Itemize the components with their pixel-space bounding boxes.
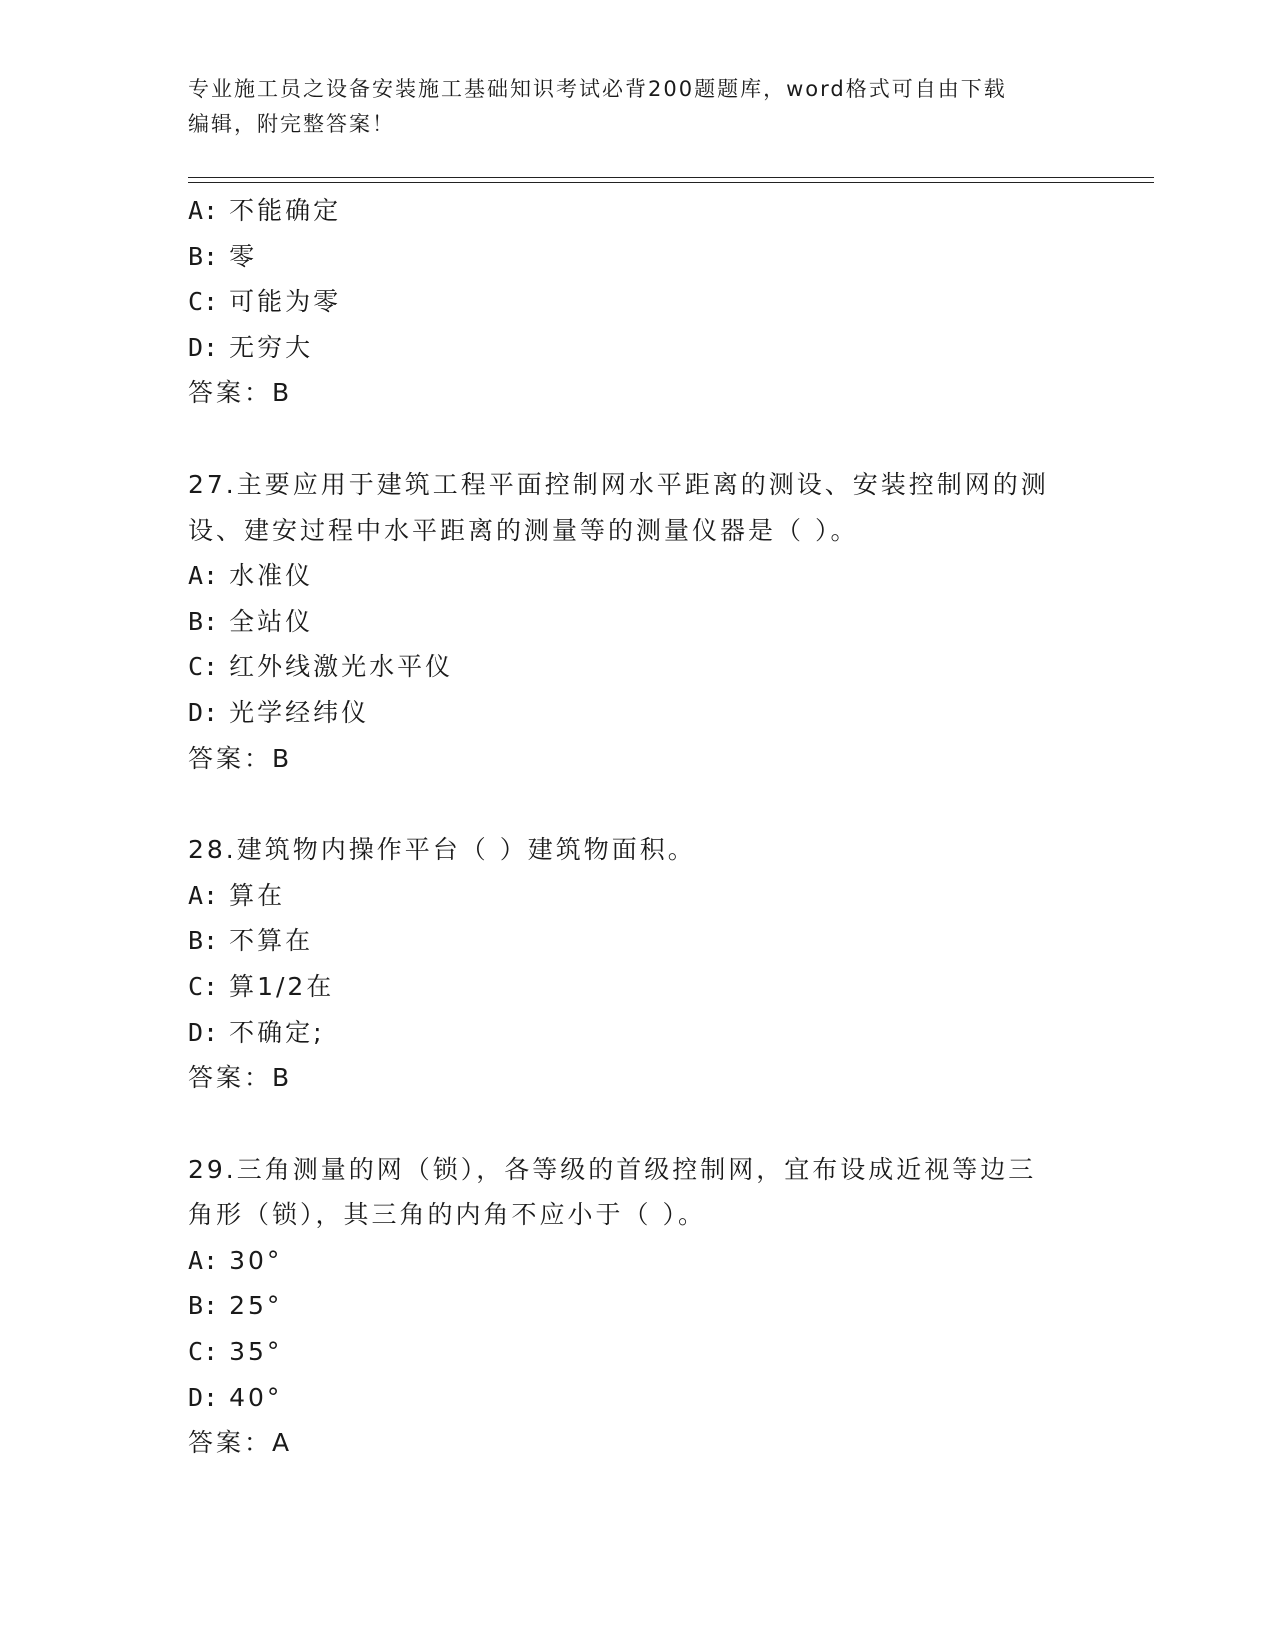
- answer-line: 答案：A: [188, 1428, 293, 1458]
- option-c: C: 35°: [188, 1337, 283, 1367]
- question-text-line-1: 29.三角测量的网（锁），各等级的首级控制网，宜布设成近视等边三: [188, 1154, 1037, 1184]
- option-a: A: 30°: [188, 1245, 283, 1275]
- answer-line: 答案：B: [188, 1063, 293, 1093]
- option-a: A: 水准仪: [188, 561, 314, 591]
- option-d: D: 光学经纬仪: [188, 697, 370, 727]
- option-d: D: 40°: [188, 1382, 283, 1412]
- option-b: B: 零: [188, 241, 258, 271]
- question-block-26: [188, 188, 1088, 416]
- header-divider-top: [188, 177, 1154, 178]
- option-b: B: 25°: [188, 1291, 283, 1321]
- option-c: C: 红外线激光水平仪: [188, 652, 454, 682]
- option-d: D: 不确定;: [188, 1017, 325, 1047]
- header-divider-bottom: [188, 182, 1154, 183]
- question-text-line-2: 设、建安过程中水平距离的测量等的测量仪器是（ ）。: [188, 515, 859, 545]
- option-c: C: 算1/2在: [188, 971, 335, 1001]
- answer-line: 答案：B: [188, 743, 293, 773]
- option-b: B: 不算在: [188, 926, 314, 956]
- question-list: [188, 188, 1088, 1466]
- answer-line: 答案：B: [188, 378, 293, 408]
- header-line-2: 编辑，附完整答案！: [188, 112, 395, 136]
- question-text-line-1: 27.主要应用于建筑工程平面控制网水平距离的测设、安装控制网的测: [188, 469, 1049, 499]
- option-a: A: 算在: [188, 880, 286, 910]
- question-block-27: [188, 462, 1088, 781]
- option-a: A: 不能确定: [188, 196, 342, 225]
- option-c: C: 可能为零: [188, 287, 342, 317]
- question-text-line-2: 角形（锁），其三角的内角不应小于（ ）。: [188, 1200, 706, 1230]
- header-line-1: 专业施工员之设备安装施工基础知识考试必背200题题库，word格式可自由下载: [188, 77, 1007, 101]
- question-text-line-1: 28.建筑物内操作平台（ ）建筑物面积。: [188, 835, 696, 865]
- option-b: B: 全站仪: [188, 606, 314, 636]
- question-block-29: [188, 1147, 1088, 1466]
- option-d: D: 无穷大: [188, 332, 314, 362]
- document-header: [188, 72, 1088, 142]
- question-block-28: [188, 827, 1088, 1101]
